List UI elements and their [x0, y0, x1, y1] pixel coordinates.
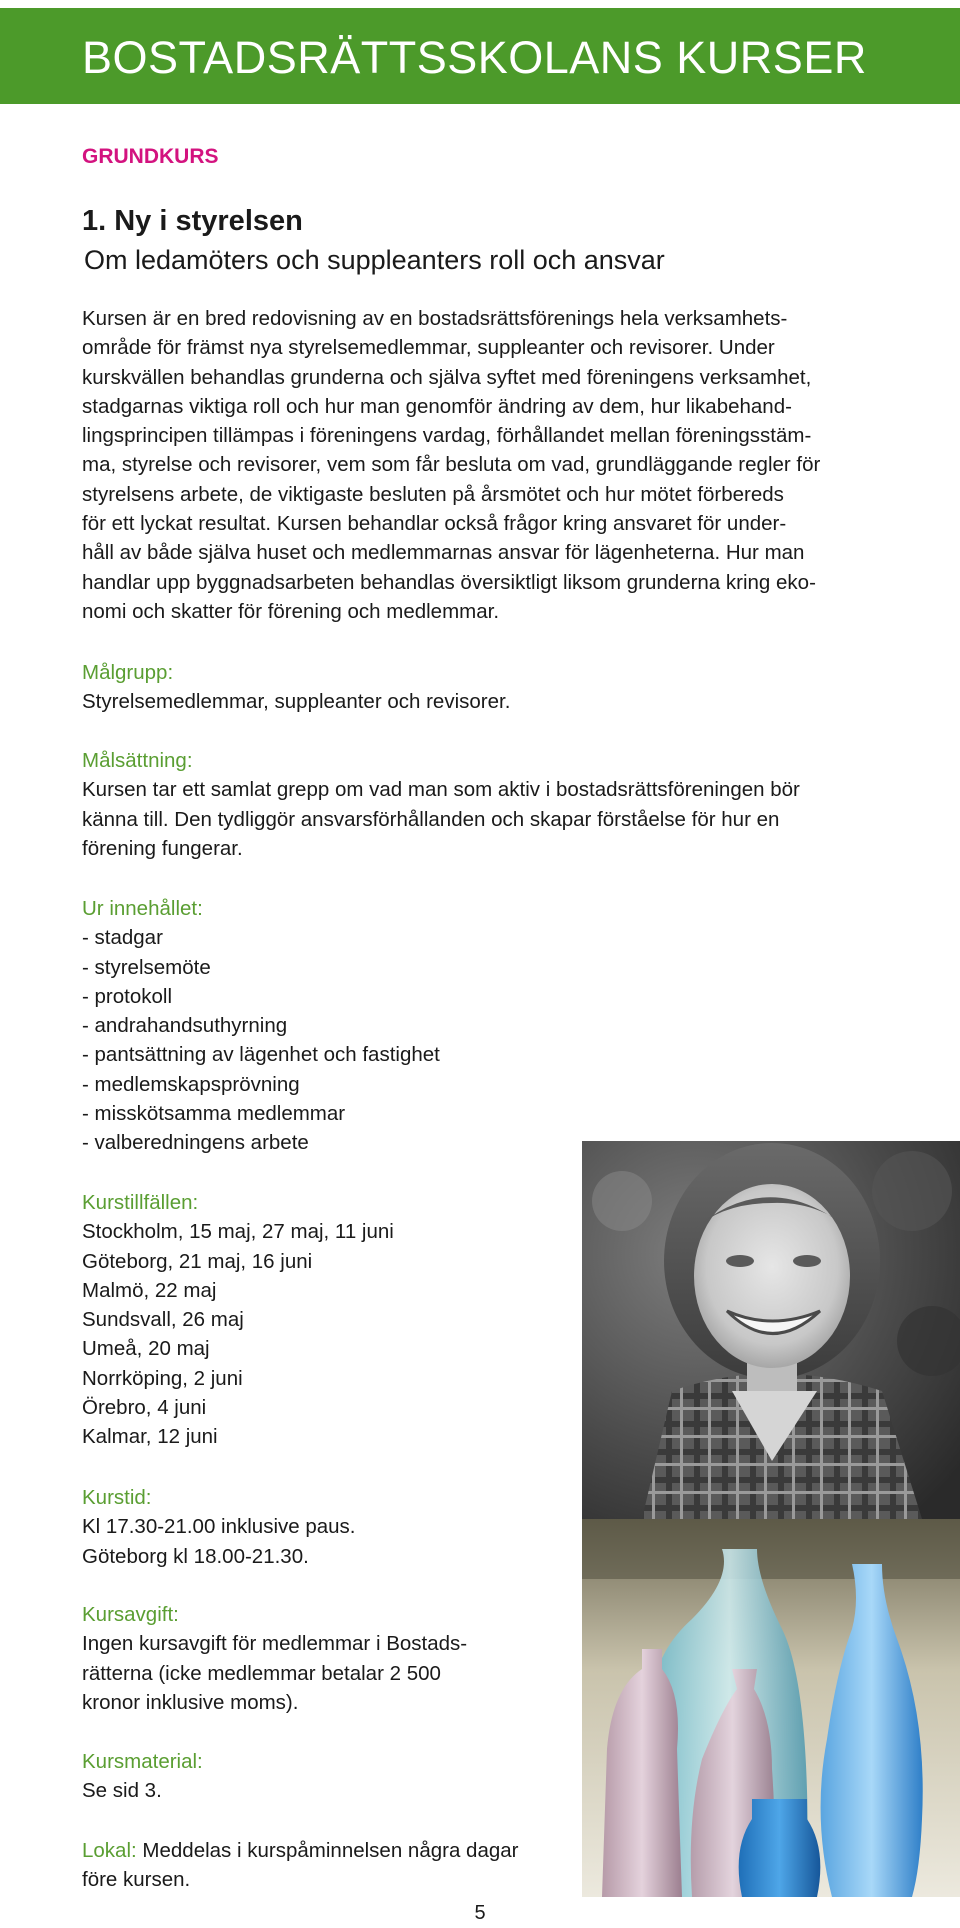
section-line: Styrelsemedlemmar, suppleanter och revisorer. [82, 690, 511, 714]
description-line: nomi och skatter för förening och medlemmar. [82, 599, 500, 623]
section-line: förening fungerar. [82, 836, 243, 860]
section-line: Göteborg kl 18.00-21.30. [82, 1544, 309, 1568]
description-line: ma, styrelse och revisorer, vem som får besluta om vad, grundläggande regler för [82, 453, 821, 477]
description-line: lingsprincipen tillämpas i föreningens vardag, förhållandet mellan föreningsstäm- [82, 424, 812, 448]
list-item: - styrelsemöte [82, 955, 211, 979]
description-line: för ett lyckat resultat. Kursen behandlar också frågor kring ansvaret för under- [82, 512, 787, 536]
list-item: Malmö, 22 maj [82, 1278, 217, 1302]
vases-photo [582, 1519, 960, 1897]
list-item: Kalmar, 12 juni [82, 1425, 218, 1449]
section-kursavgift [82, 1600, 467, 1717]
list-item: - stadgar [82, 926, 163, 950]
list-item: - pantsättning av lägenhet och fastighet [82, 1043, 440, 1067]
list-item: - misskötsamma medlemmar [82, 1102, 346, 1126]
section-heading: Kurstillfällen: [82, 1191, 199, 1214]
list-item: - medlemskapsprövning [82, 1072, 300, 1096]
section-heading: Målgrupp: [82, 661, 174, 684]
description-line: Kursen är en bred redovisning av en bostadsrättsförenings hela verksamhets- [82, 307, 788, 330]
section-heading: Lokal: [82, 1839, 137, 1862]
section-malgrupp [82, 658, 510, 717]
list-item: Norrköping, 2 juni [82, 1366, 243, 1390]
section-heading: Kursavgift: [82, 1603, 179, 1626]
course-title: 1. Ny i styrelsen [82, 205, 303, 237]
list-item: Örebro, 4 juni [82, 1396, 207, 1420]
course-category: GRUNDKURS [82, 145, 219, 168]
section-malsattning [82, 746, 800, 863]
section-heading: Ur innehållet: [82, 897, 203, 920]
section-heading: Målsättning: [82, 749, 193, 772]
list-item: Umeå, 20 maj [82, 1337, 210, 1361]
section-line: känna till. Den tydliggör ansvarsförhållanden och skapar förståelse för hur en [82, 807, 780, 831]
section-heading: Kursmaterial: [82, 1750, 203, 1773]
list-item: - valberedningens arbete [82, 1131, 309, 1155]
section-lokal [82, 1836, 518, 1895]
portrait-photo-image [582, 1141, 960, 1519]
description-line: kurskvällen behandlas grunderna och själva syftet med föreningens verksamhet, [82, 365, 812, 389]
portrait-photo [582, 1141, 960, 1519]
header-banner [0, 8, 960, 104]
lokal-line [82, 1836, 518, 1865]
section-innehall [82, 894, 440, 1158]
description-line: stadgarnas viktiga roll och hur man genomför ändring av dem, hur likabehand- [82, 394, 792, 418]
list-item: - protokoll [82, 984, 173, 1008]
section-line: Ingen kursavgift för medlemmar i Bostads- [82, 1632, 468, 1656]
section-line: Kl 17.30-21.00 inklusive paus. [82, 1515, 356, 1539]
list-item: - andrahandsuthyrning [82, 1014, 288, 1038]
course-subtitle: Om ledamöters och suppleanters roll och ansvar [84, 245, 665, 275]
section-heading: Kurstid: [82, 1486, 152, 1509]
section-line: rätterna (icke medlemmar betalar 2 500 [82, 1661, 441, 1685]
vases-photo-image [582, 1519, 960, 1897]
section-line: Kursen tar ett samlat grepp om vad man som aktiv i bostadsrättsföreningen bör [82, 778, 800, 802]
description-line: område för främst nya styrelsemedlemmar, suppleanter och revisorer. Under [82, 336, 775, 360]
course-description [82, 304, 902, 626]
description-line: håll av både själva huset och medlemmarnas ansvar för lägenheterna. Hur man [82, 541, 805, 565]
description-line: styrelsens arbete, de viktigaste besluten på årsmötet och hur mötet förbereds [82, 482, 784, 506]
section-line: kronor inklusive moms). [82, 1690, 299, 1714]
list-item: Stockholm, 15 maj, 27 maj, 11 juni [82, 1220, 394, 1244]
page-number: 5 [474, 1902, 486, 1924]
list-item: Göteborg, 21 maj, 16 juni [82, 1249, 313, 1273]
section-kursmaterial [82, 1747, 203, 1806]
list-item: Sundsvall, 26 maj [82, 1308, 244, 1332]
lokal-text: Meddelas i kurspåminnelsen några dagar [142, 1839, 519, 1862]
section-kurstillfallen [82, 1188, 394, 1452]
section-kurstid [82, 1483, 356, 1571]
section-line: Se sid 3. [82, 1779, 162, 1803]
description-line: handlar upp byggnadsarbeten behandlas översiktligt liksom grunderna kring eko- [82, 570, 816, 594]
page-title: BOSTADSRÄTTSSKOLANS KURSER [82, 32, 867, 83]
lokal-line: före kursen. [82, 1868, 191, 1892]
